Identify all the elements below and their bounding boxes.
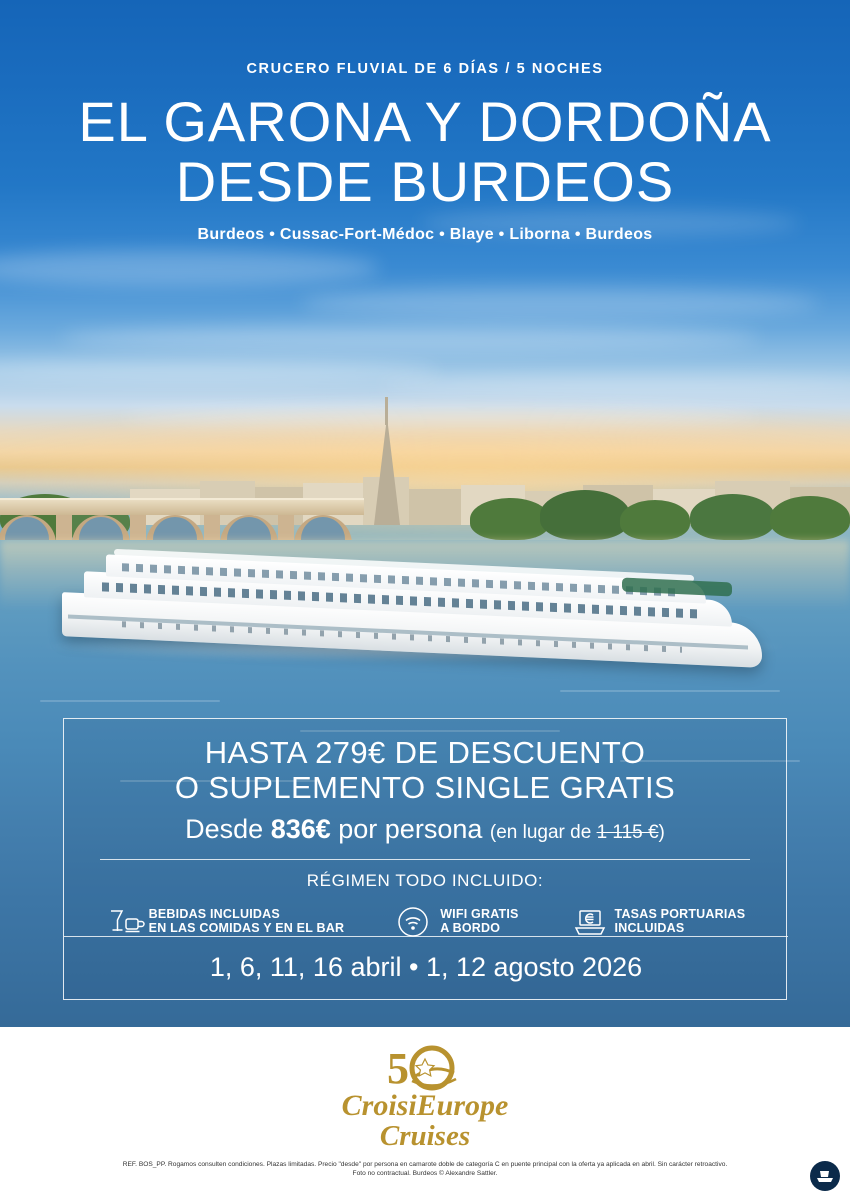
offer-headline-line-1: HASTA 279€ DE DESCUENTO [204,735,646,770]
perk-line-2: A BORDO [440,921,501,935]
legal-line-1: REF. BOS_PP. Rogamos consulten condiciones. Plazas limitadas. Precio "desde" por persona en camarote doble de categoría C en puente principal con la oferta ya aplicada en abril. Sin carácter retroactivo. [122,1161,728,1168]
cloud-decoration [0,250,380,286]
cloud-decoration [300,288,820,318]
price-amount: 836€ [270,814,331,844]
cloud-decoration [0,360,440,382]
offer-headline-line-2: O SUPLEMENTO SINGLE GRATIS [174,770,676,805]
brand-wordmark [0,1091,850,1151]
offer-headline [64,719,786,805]
legal-disclaimer [0,1160,850,1178]
title-line-1: EL GARONA Y DORDOÑA [78,90,772,153]
offer-box [63,718,787,1000]
perk-line-1: WIFI GRATIS [440,907,519,921]
brand-name-line-2: Cruises [379,1120,471,1152]
departure-dates: 1, 6, 11, 16 abril • 1, 12 agosto 2026 [209,952,643,982]
offer-price [64,814,786,845]
cloud-decoration [60,325,760,351]
cloud-decoration [380,375,850,395]
river-cruise-ship [62,556,762,666]
ship-euro-icon [571,905,605,937]
price-suffix: por persona [330,814,490,844]
list-item [571,905,746,937]
title-line-2: DESDE BURDEOS [175,150,675,213]
perk-line-1: TASAS PORTUARIAS [614,907,746,921]
spire-tip [385,397,388,425]
perk-line-2: INCLUIDAS [614,921,685,935]
price-old-close: ) [658,822,665,843]
perk-line-2: EN LAS COMIDAS Y EN EL BAR [148,921,345,935]
perk-line-1: BEBIDAS INCLUIDAS [148,907,280,921]
page-title [0,92,850,212]
anniversary-50-icon [365,1043,485,1095]
corner-badge-icon [810,1161,840,1191]
wifi-icon [396,905,430,937]
all-inclusive-label: RÉGIMEN TODO INCLUIDO: [306,871,544,890]
wine-coffee-icon [105,905,139,937]
footer [0,1027,850,1201]
perk-text [440,907,518,935]
svg-text:5: 5 [387,1044,409,1093]
brand-name-line-1: CroisiEurope [341,1089,509,1122]
divider [100,859,750,860]
list-item [396,905,518,937]
cruise-duration-kicker: CRUCERO FLUVIAL DE 6 DÍAS / 5 NOCHES [246,61,604,77]
price-prefix: Desde [185,814,271,844]
perks-list [64,905,786,937]
price-old-open: (en lugar de [489,822,597,843]
itinerary-route: Burdeos • Cussac-Fort-Médoc • Blaye • Liborna • Burdeos [197,226,653,243]
brand-logo [0,1043,850,1151]
price-old-value: 1 115 € [596,822,659,843]
legal-line-2: Foto no contractual. Burdeos © Alexandre Sattler. [352,1170,498,1177]
perk-text [149,907,345,935]
list-item [105,905,345,937]
divider [64,936,788,937]
perk-text [615,907,746,935]
